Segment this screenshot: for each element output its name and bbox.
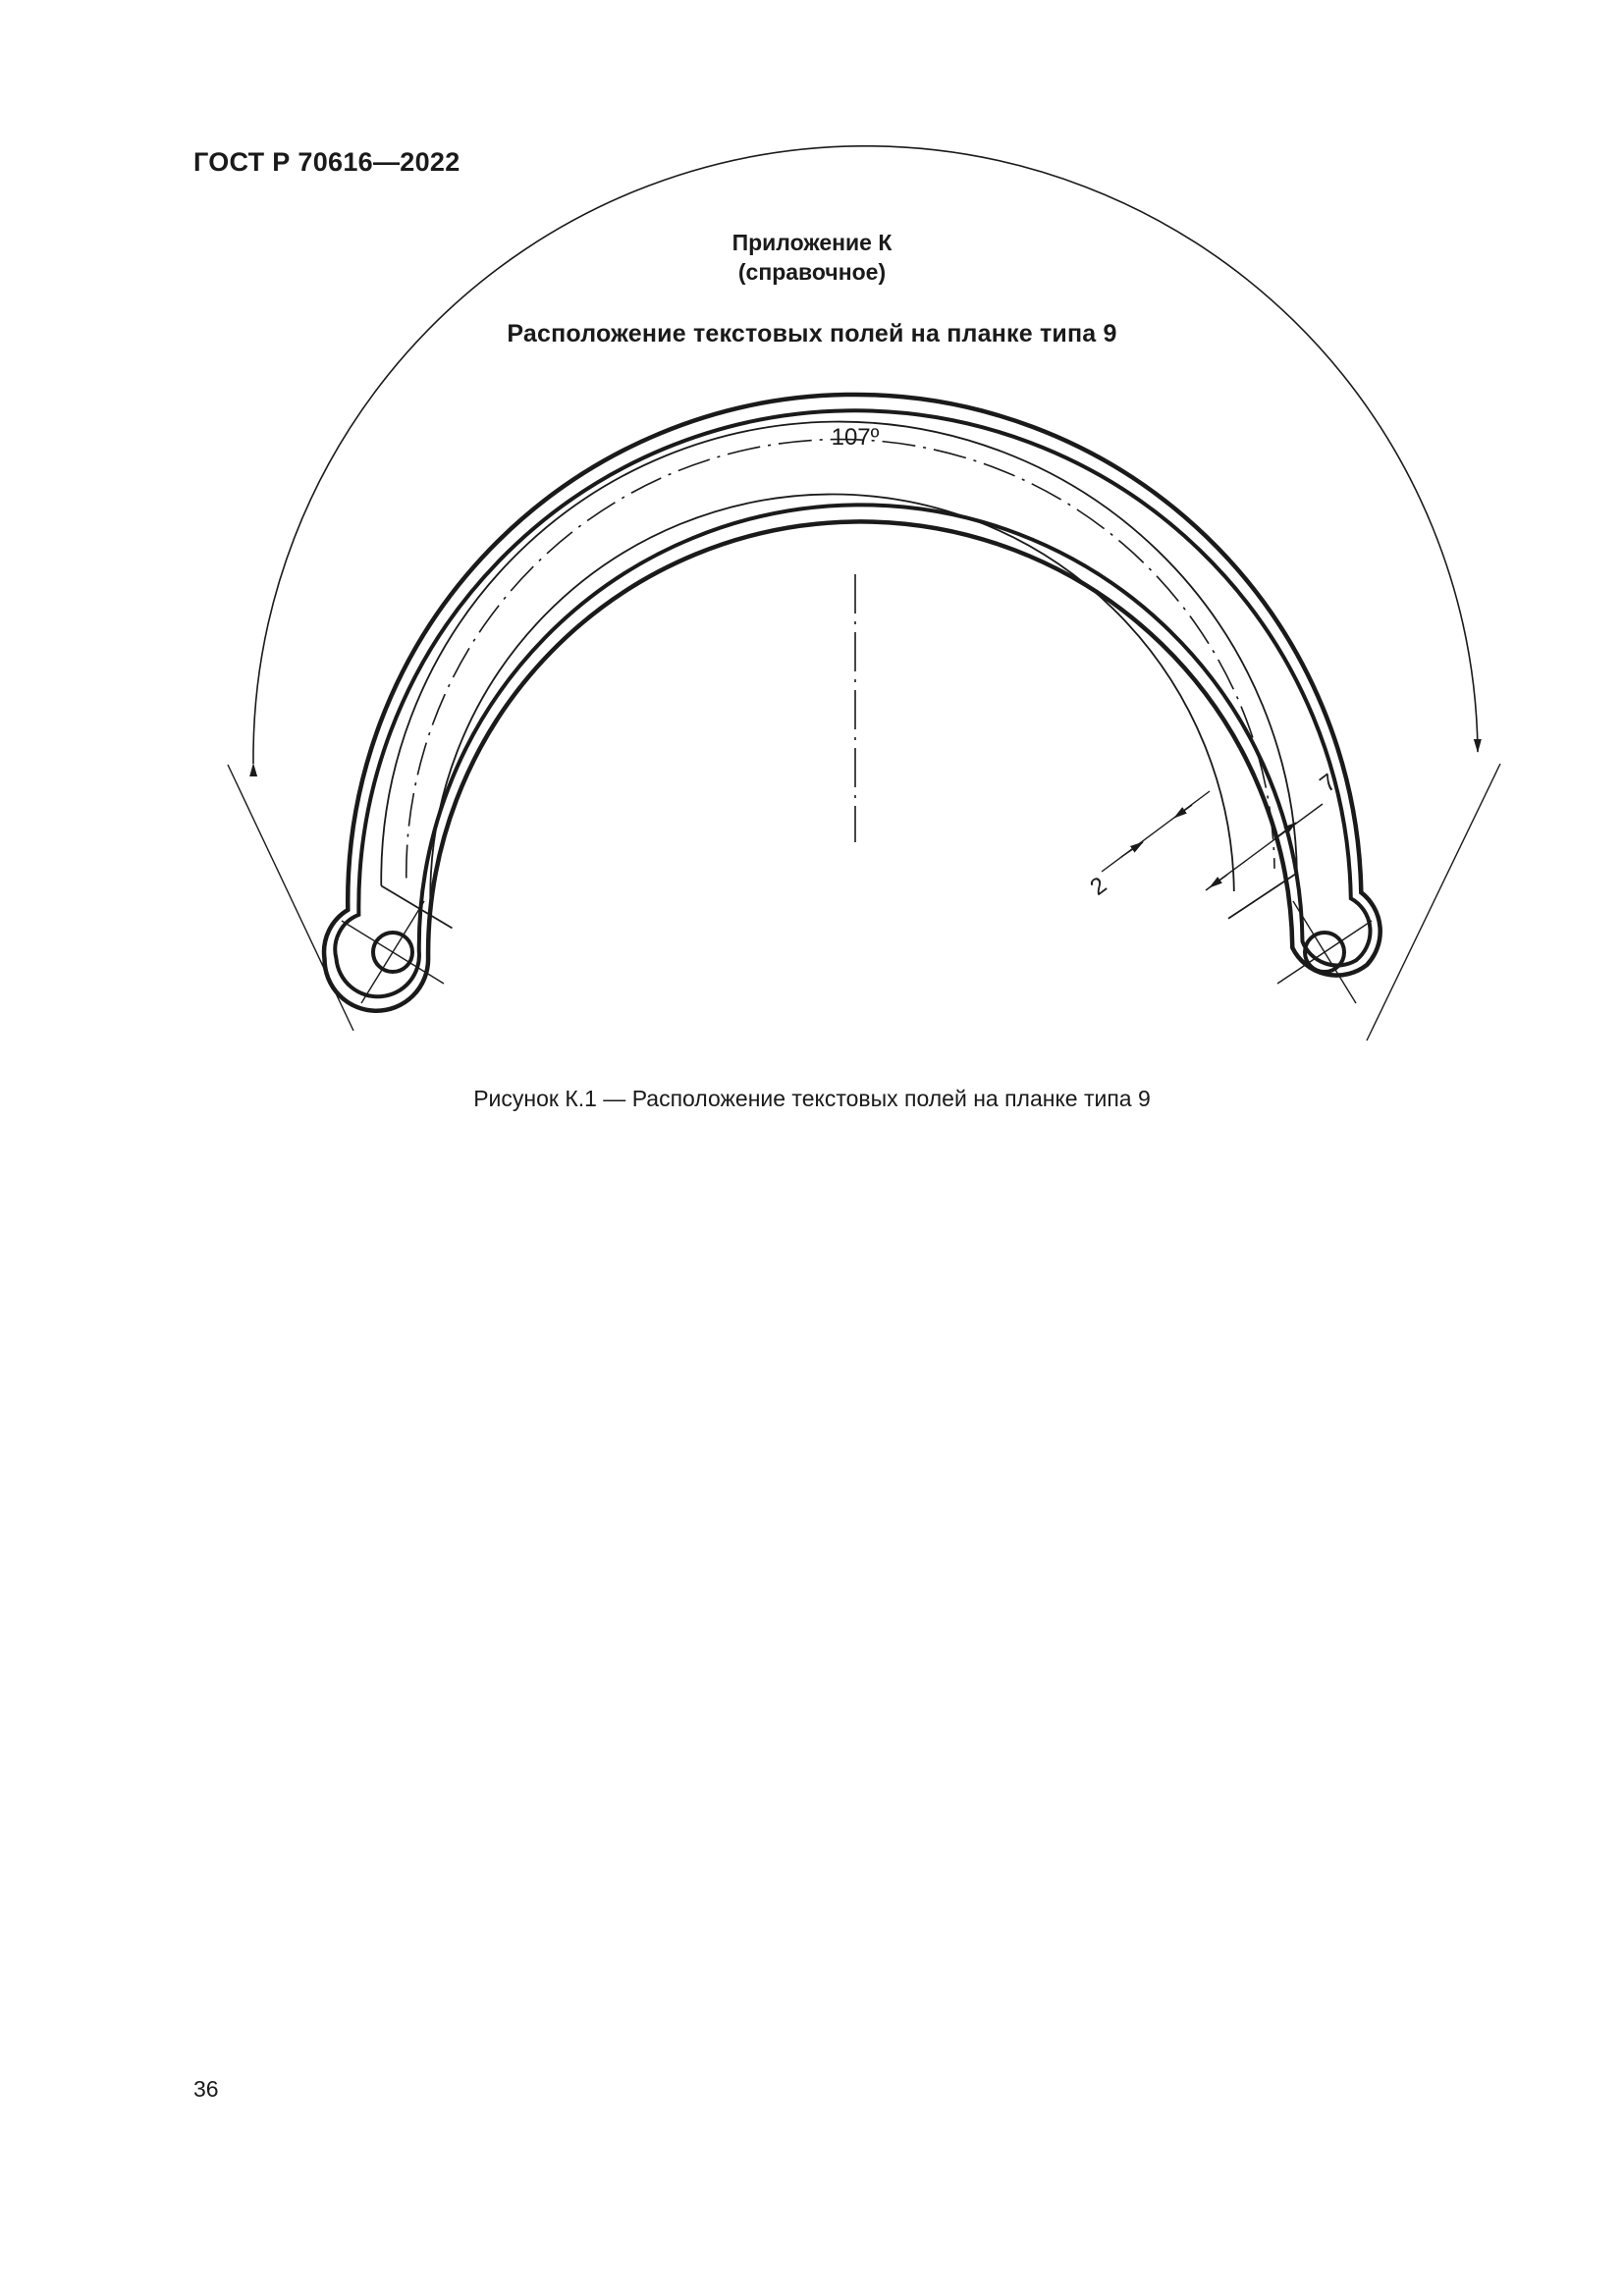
angle-extension-left: [228, 765, 353, 1031]
angle-extension-right: [1367, 764, 1500, 1041]
margin-2-label: 2: [1085, 872, 1112, 901]
margin-2-arrow: [1121, 842, 1143, 857]
figure-caption: Рисунок К.1 — Расположение текстовых полей на планке типа 9: [473, 1086, 1151, 1111]
margin-2-dimension-line: [1102, 791, 1210, 872]
margin-7-label: 7: [1315, 769, 1342, 798]
angle-label: 107º: [831, 424, 880, 451]
plank-drawing: [0, 0, 1624, 1080]
standard-code: ГОСТ Р 70616—2022: [193, 147, 460, 177]
text-field-outer-line: [381, 422, 1297, 886]
margin-7-arrow-inner: [1210, 875, 1227, 887]
appendix-label: Приложение К: [731, 230, 893, 255]
appendix-kind: (справочное): [737, 259, 887, 285]
text-field-left-end: [381, 885, 452, 928]
angle-dimension-arc: [253, 146, 1478, 764]
text-field-inner-line: [430, 495, 1234, 901]
margin-2-arrow-inner: [1174, 805, 1192, 818]
plank-outer-contour: [324, 395, 1380, 1011]
page-number: 36: [193, 2076, 219, 2102]
section-title: Расположение текстовых полей на планке типа 9: [507, 320, 1117, 347]
